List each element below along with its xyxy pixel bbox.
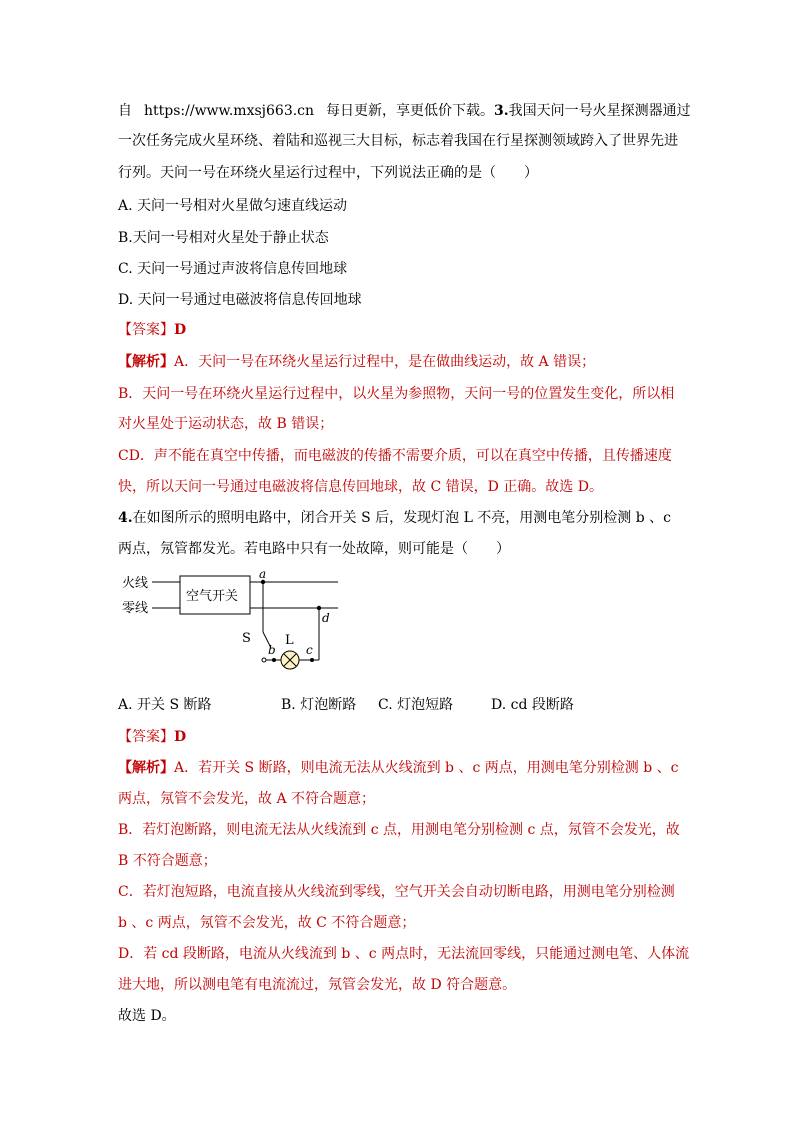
switch-label: S (242, 631, 251, 646)
junction-b (272, 658, 276, 662)
q3-answer (118, 320, 698, 340)
q3-stem-line3: 行列。天问一号在环绕火星运行过程中，下列说法正确的是（ ） (118, 165, 538, 181)
q3-option-d: D. 天问一号通过电磁波将信息传回地球 (118, 292, 362, 308)
q4-option-a: A. 开关 S 断路 (118, 697, 212, 713)
answer-label: 【答案】 (118, 729, 174, 745)
q4-analysis-line: C．若灯泡短路，电流直接从火线流到零线，空气开关会自动切断电路，用测电笔分别检测 (118, 884, 675, 900)
q3-header-line (118, 101, 698, 121)
q3-option-c: C. 天问一号通过声波将信息传回地球 (118, 261, 348, 277)
breaker-label: 空气开关 (186, 589, 239, 604)
lamp-label: L (285, 633, 294, 648)
analysis-label: 【解析】 (118, 760, 174, 776)
q3-stem-line2: 一次任务完成火星环绕、着陆和巡视三大目标，标志着我国在行星探测领域跨入了世界先进 (118, 133, 678, 149)
q3-analysis-line: 快，所以天问一号通过电磁波将信息传回地球，故 C 错误，D 正确。故选 D。 (118, 479, 603, 495)
analysis-label: 【解析】 (118, 354, 174, 370)
q4-analysis-line: B 不符合题意； (118, 853, 217, 869)
q4-option-c: C. 灯泡短路 (378, 697, 454, 713)
circuit-diagram (118, 570, 348, 680)
point-c-label: c (306, 643, 313, 657)
q3-analysis-line: 对火星处于运动状态，故 B 错误； (118, 416, 334, 432)
q4-number: 4. (118, 510, 133, 526)
live-wire-label: 火线 (122, 576, 149, 591)
q3-option-a: A. 天问一号相对火星做匀速直线运动 (118, 198, 348, 214)
q4-analysis-line: b 、c 两点，氖管不会发光，故 C 不符合题意； (118, 915, 416, 931)
header-url[interactable]: https://www.mxsj663.cn (144, 103, 315, 119)
analysis-text: A．若开关 S 断路，则电流无法从火线流到 b 、c 两点，用测电笔分别检测 b 、c (174, 760, 679, 776)
q3-stem-line1: 我国天问一号火星探测器通过 (508, 103, 691, 119)
point-b-label: b (268, 643, 276, 657)
analysis-text: A．天问一号在环绕火星运行过程中，是在做曲线运动，故 A 错误； (174, 354, 596, 370)
neutral-wire-label: 零线 (122, 601, 149, 616)
q3-option-b: B.天问一号相对火星处于静止状态 (118, 230, 329, 246)
q3-number: 3. (494, 103, 509, 119)
q4-analysis-line: 两点，氖管不会发光，故 A 不符合题意； (118, 791, 376, 807)
q4-analysis-line: D．若 cd 段断路，电流从火线流到 b 、c 两点时，无法流回零线，只能通过测电笔、人体流 (118, 946, 690, 962)
q4-options-row (118, 695, 698, 715)
q4-stem-text: 在如图所示的照明电路中，闭合开关 S 后，发现灯泡 L 不亮，用测电笔分别检测 b 、c (132, 510, 672, 526)
q3-analysis-line: CD．声不能在真空中传播，而电磁波的传播不需要介质，可以在真空中传播，且传播速度 (118, 448, 672, 464)
q4-analysis-line (118, 758, 698, 778)
q4-conclusion: 故选 D。 (118, 1008, 176, 1024)
point-d-label: d (322, 611, 330, 625)
answer-value: D (174, 322, 187, 338)
answer-label: 【答案】 (118, 322, 174, 338)
q4-stem-line2: 两点，氖管都发光。若电路中只有一处故障，则可能是（ ） (118, 541, 510, 557)
q4-analysis-line: 进大地，所以测电笔有电流流过，氖管会发光，故 D 符合题意。 (118, 977, 517, 993)
junction-c (310, 658, 314, 662)
switch-contact (262, 658, 266, 662)
q4-option-b: B. 灯泡断路 (281, 697, 357, 713)
header-ad: 每日更新，享更低价下载。 (326, 103, 495, 119)
q4-option-d: D. cd 段断路 (491, 697, 574, 713)
point-a-label: a (259, 570, 267, 581)
q3-analysis-line: B．天问一号在环绕火星运行过程中，以火星为参照物，天问一号的位置发生变化，所以相 (118, 386, 675, 402)
q4-analysis-line: B．若灯泡断路，则电流无法从火线流到 c 点，用测电笔分别检测 c 点，氖管不会发光，故 (118, 822, 680, 838)
q4-stem-line1 (118, 508, 698, 528)
header-prefix: 自 (118, 103, 132, 119)
q4-answer (118, 727, 698, 747)
junction-d (317, 606, 321, 610)
answer-value: D (174, 729, 187, 745)
q3-analysis-line (118, 352, 698, 372)
